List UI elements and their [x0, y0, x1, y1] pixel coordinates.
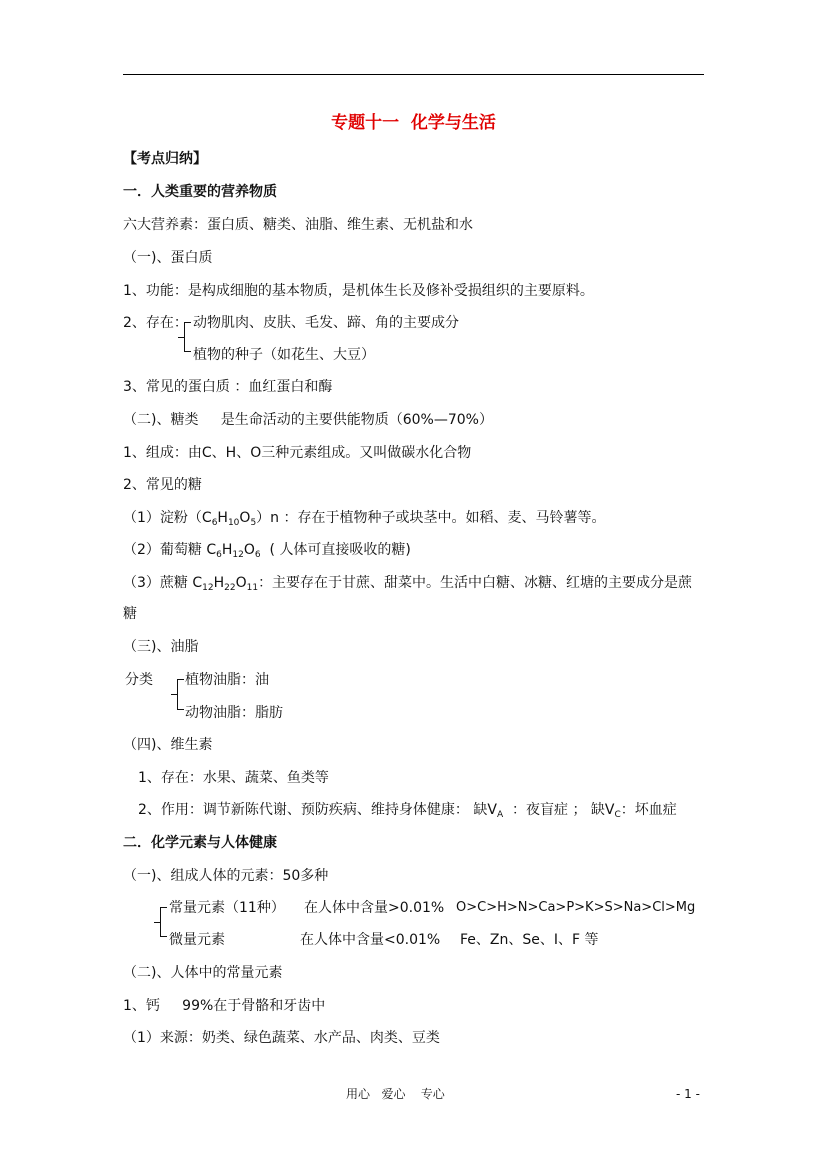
vitamin-heading: （四)、维生素 — [123, 737, 213, 753]
protein-heading: （一)、蛋白质 — [123, 250, 213, 266]
sucrose-line-cont: 糖 — [123, 606, 137, 622]
calcium-source: （1）来源：奶类、绿色蔬菜、水产品、肉类、豆类 — [123, 1030, 440, 1046]
sugar-heading: （二)、糖类 是生命活动的主要供能物质（60%—70%） — [123, 412, 493, 428]
fat-heading: （三)、油脂 — [123, 639, 199, 655]
footer-motto: 用心 爱心 专心 — [346, 1087, 445, 1101]
section-heading: 【考点归纳】 — [123, 151, 207, 167]
macro-elements-content: 在人体中含量>0.01% — [304, 900, 445, 916]
protein-exist-brace — [184, 322, 193, 352]
protein-exist-item-2: 植物的种子（如花生、大豆） — [193, 347, 375, 363]
part1-heading: 一．人类重要的营养物质 — [123, 184, 277, 200]
protein-function: 1、功能：是构成细胞的基本物质，是机体生长及修补受损组织的主要原料。 — [123, 283, 594, 299]
protein-exist-brace-tip — [178, 337, 184, 338]
part2-heading: 二．化学元素与人体健康 — [123, 835, 277, 851]
starch-line: （1）淀粉$(C_6H_{10}O_5)n$ ：存在于植物种子或块茎中。如稻、麦、马铃薯等。 — [123, 510, 606, 528]
fat-class-item-1: 植物油脂：油 — [185, 672, 269, 688]
header-rule — [123, 74, 704, 75]
elements-brace — [160, 907, 169, 937]
vitamin-exist: 1、存在：水果、蔬菜、鱼类等 — [138, 770, 329, 786]
macro-elements-label: 常量元素（11种） — [169, 900, 285, 916]
protein-common: 3、常见的蛋白质 ：血红蛋白和酶 — [123, 379, 333, 395]
macro-elements-order: O>C>H>N>Ca>P>K>S>Na>Cl>Mg — [456, 900, 696, 915]
elements-brace-tip — [154, 922, 160, 923]
protein-exist-label: 2、存在： — [123, 315, 188, 331]
micro-elements-label: 微量元素 — [169, 932, 225, 948]
vitamin-role: 2、作用：调节新陈代谢、预防疾病、维持身体健康： 缺$V_A$ ：夜盲症 ； 缺$V_C$：坏血症 — [138, 802, 677, 820]
calcium-line: 1、钙 99%在于骨骼和牙齿中 — [123, 998, 326, 1014]
document-title: 专题十一 化学与生活 — [331, 113, 496, 133]
glucose-line: （2）葡萄糖 $C_6H_{12}O_6$ ( 人体可直接吸收的糖) — [123, 542, 411, 560]
elements-heading: （一)、组成人体的元素：50多种 — [123, 868, 329, 884]
protein-exist-item-1: 动物肌肉、皮肤、毛发、蹄、角的主要成分 — [193, 315, 459, 331]
micro-elements-content: 在人体中含量<0.01% — [300, 932, 441, 948]
micro-elements-list: Fe、Zn、Se、I、F 等 — [460, 932, 599, 948]
page-number: - 1 - — [676, 1087, 700, 1101]
six-nutrients-line: 六大营养素：蛋白质、糖类、油脂、维生素、无机盐和水 — [123, 217, 473, 233]
sucrose-line: （3）蔗糖 $C_{12}H_{22}O_{11}$：主要存在于甘蔗、甜菜中。生活中白糖、冰糖、红塘的主要成分是蔗 — [123, 575, 693, 593]
fat-class-label: 分类 — [125, 672, 153, 688]
sugar-composition: 1、组成：由C、H、O三种元素组成。又叫做碳水化合物 — [123, 445, 472, 461]
fat-class-brace-tip — [171, 694, 177, 695]
macro-in-body-heading: （二)、人体中的常量元素 — [123, 965, 283, 981]
fat-class-item-2: 动物油脂：脂肪 — [185, 705, 283, 721]
sugar-common: 2、常见的糖 — [123, 477, 202, 493]
